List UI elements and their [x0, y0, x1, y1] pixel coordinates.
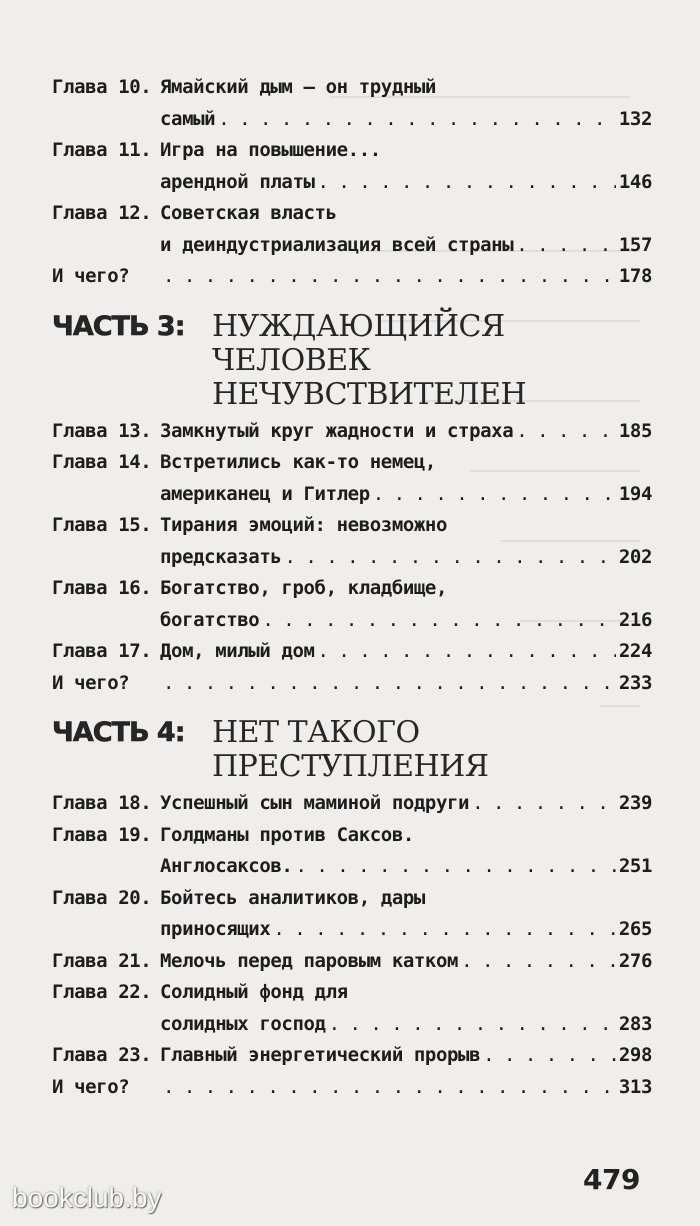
- toc-entry-line: [52, 605, 652, 637]
- part-heading-first-line: [52, 310, 652, 344]
- toc-entry-line: [52, 788, 652, 820]
- toc-entry-line: [52, 198, 652, 230]
- part-title-line: ЧЕЛОВЕК: [212, 342, 371, 378]
- chapter-label: Глава 19.: [52, 823, 152, 846]
- chapter-title: Солидный фонд для: [160, 981, 348, 1003]
- chapter-page: 194: [618, 482, 652, 505]
- chapter-label: Глава 20.: [52, 886, 152, 909]
- toc-entry: [52, 1072, 652, 1104]
- toc-entry-line: [52, 261, 652, 293]
- page-number: 479: [583, 1163, 640, 1196]
- part-heading: [52, 310, 652, 412]
- toc-entry-line: [52, 820, 652, 852]
- chapter-title: солидных господ: [160, 1012, 326, 1035]
- toc-entry-line: [52, 72, 652, 104]
- chapter-label: Глава 13.: [52, 419, 152, 442]
- chapter-title: приносящих: [160, 918, 271, 940]
- chapter-title: Англосаксов.: [160, 855, 293, 877]
- toc-entry: [52, 72, 652, 135]
- chapter-label: Глава 11.: [52, 139, 152, 161]
- chapter-title: Бойтесь аналитиков, дары: [160, 886, 425, 909]
- toc-entry: [52, 416, 652, 448]
- toc-entry: [52, 788, 652, 820]
- chapter-title: Замкнутый круг жадности и страха: [160, 419, 514, 442]
- toc-entry-line: [52, 230, 652, 262]
- toc-entry-line: [52, 135, 652, 167]
- toc-entry-line: [52, 636, 652, 668]
- table-of-contents: [52, 72, 652, 1103]
- toc-entry-line: [52, 573, 652, 605]
- toc-entry-line: [52, 1009, 652, 1041]
- chapter-page: 239: [618, 792, 652, 814]
- chapter-label: Глава 18.: [52, 792, 152, 814]
- toc-entry-line: [52, 1072, 652, 1104]
- chapter-page: 202: [618, 545, 652, 568]
- chapter-page: 276: [618, 949, 652, 972]
- toc-entry: [52, 447, 652, 510]
- toc-entry-line: [52, 510, 652, 542]
- part-title-line: НЕЧУВСТВИТЕЛЕН: [212, 376, 527, 412]
- chapter-page: 178: [618, 265, 652, 287]
- toc-entry-line: [52, 479, 652, 511]
- chapter-title: Ямайский дым — он трудный: [160, 76, 436, 98]
- toc-entry: [52, 1040, 652, 1072]
- dot-leader: [218, 104, 616, 136]
- chapter-title: Успешный сын маминой подруги: [160, 792, 470, 814]
- chapter-page: 251: [618, 855, 652, 877]
- toc-entry: [52, 261, 652, 293]
- chapter-title: и деиндустриализация всей страны: [160, 233, 514, 256]
- dot-leader: [483, 1040, 616, 1072]
- toc-entry: [52, 198, 652, 261]
- chapter-title: Главный энергетический прорыв: [160, 1044, 481, 1066]
- chapter-title: арендной платы: [160, 170, 315, 193]
- chapter-title: Встретились как-то немец,: [160, 451, 436, 473]
- chapter-page: 216: [618, 608, 652, 631]
- chapter-label: Глава 17.: [52, 640, 152, 662]
- toc-entry: [52, 135, 652, 198]
- chapter-title: богатство: [160, 608, 260, 631]
- dot-leader: [163, 261, 616, 293]
- dot-leader: [284, 542, 615, 574]
- chapter-title: Тирания эмоций: невозможно: [160, 514, 448, 536]
- part-title-line: НУЖДАЮЩИЙСЯ: [212, 308, 505, 344]
- dot-leader: [516, 416, 616, 448]
- toc-entry: [52, 946, 652, 978]
- chapter-page: 224: [618, 640, 652, 662]
- toc-entry-line: [52, 977, 652, 1009]
- toc-entry-line: [52, 1040, 652, 1072]
- chapter-label: И чего?: [52, 265, 130, 287]
- part-title-line: ПРЕСТУПЛЕНИЯ: [212, 749, 489, 784]
- dot-leader: [273, 914, 615, 946]
- chapter-page: 233: [618, 671, 652, 694]
- toc-entry-line: [52, 851, 652, 883]
- toc-entry-line: [52, 447, 652, 479]
- chapter-title: американец и Гитлер: [160, 482, 370, 505]
- toc-entry: [52, 510, 652, 573]
- toc-entry-line: [52, 883, 652, 915]
- chapter-title: Игра на повышение...: [160, 139, 381, 161]
- chapter-label: И чего?: [52, 671, 130, 694]
- chapter-title: Дом, милый дом: [160, 640, 315, 662]
- chapter-label: Глава 21.: [52, 949, 152, 972]
- dot-leader: [318, 167, 616, 199]
- part-heading-first-line: [52, 716, 652, 750]
- chapter-page: 146: [618, 170, 652, 193]
- dot-leader: [472, 788, 616, 820]
- toc-entry: [52, 668, 652, 700]
- toc-entry-line: [52, 914, 652, 946]
- dot-leader: [318, 636, 616, 668]
- chapter-label: Глава 22.: [52, 981, 152, 1003]
- toc-entry: [52, 636, 652, 668]
- chapter-title: Богатство, гроб, кладбище,: [160, 577, 448, 599]
- dot-leader: [329, 1009, 616, 1041]
- chapter-label: Глава 10.: [52, 76, 152, 98]
- toc-entry-line: [52, 167, 652, 199]
- chapter-title: предсказать: [160, 545, 282, 568]
- dot-leader: [461, 946, 616, 978]
- chapter-label: Глава 23.: [52, 1044, 152, 1066]
- watermark: bookclub.by: [12, 1182, 162, 1213]
- toc-entry: [52, 883, 652, 946]
- chapter-page: 313: [618, 1075, 652, 1098]
- chapter-label: Глава 16.: [52, 577, 152, 599]
- chapter-title: Советская власть: [160, 202, 337, 224]
- chapter-title: самый: [160, 107, 216, 130]
- toc-entry: [52, 977, 652, 1040]
- toc-entry-line: [52, 542, 652, 574]
- toc-entry-line: [52, 416, 652, 448]
- dot-leader: [516, 230, 616, 262]
- chapter-page: 157: [618, 233, 652, 256]
- chapter-label: Глава 15.: [52, 514, 152, 536]
- toc-entry-line: [52, 104, 652, 136]
- chapter-page: 283: [618, 1012, 652, 1035]
- dot-leader: [163, 1072, 616, 1104]
- part-heading: [52, 716, 652, 784]
- chapter-label: Глава 12.: [52, 202, 152, 224]
- toc-entry-line: [52, 668, 652, 700]
- chapter-page: 298: [618, 1044, 652, 1066]
- dot-leader: [262, 605, 616, 637]
- chapter-title: Голдманы против Саксов.: [160, 823, 414, 846]
- chapter-title: Мелочь перед паровым катком: [160, 949, 459, 972]
- chapter-page: 132: [618, 107, 652, 130]
- part-label: ЧАСТЬ 4:: [52, 717, 185, 748]
- chapter-label: И чего?: [52, 1075, 130, 1098]
- toc-entry: [52, 573, 652, 636]
- part-label: ЧАСТЬ 3:: [52, 310, 185, 342]
- toc-entry: [52, 820, 652, 883]
- chapter-page: 185: [618, 419, 652, 442]
- chapter-page: 265: [618, 918, 652, 940]
- chapter-label: Глава 14.: [52, 451, 152, 473]
- dot-leader: [163, 668, 616, 700]
- toc-entry-line: [52, 946, 652, 978]
- dot-leader: [373, 479, 616, 511]
- part-title-line: НЕТ ТАКОГО: [212, 715, 420, 750]
- dot-leader: [295, 851, 615, 883]
